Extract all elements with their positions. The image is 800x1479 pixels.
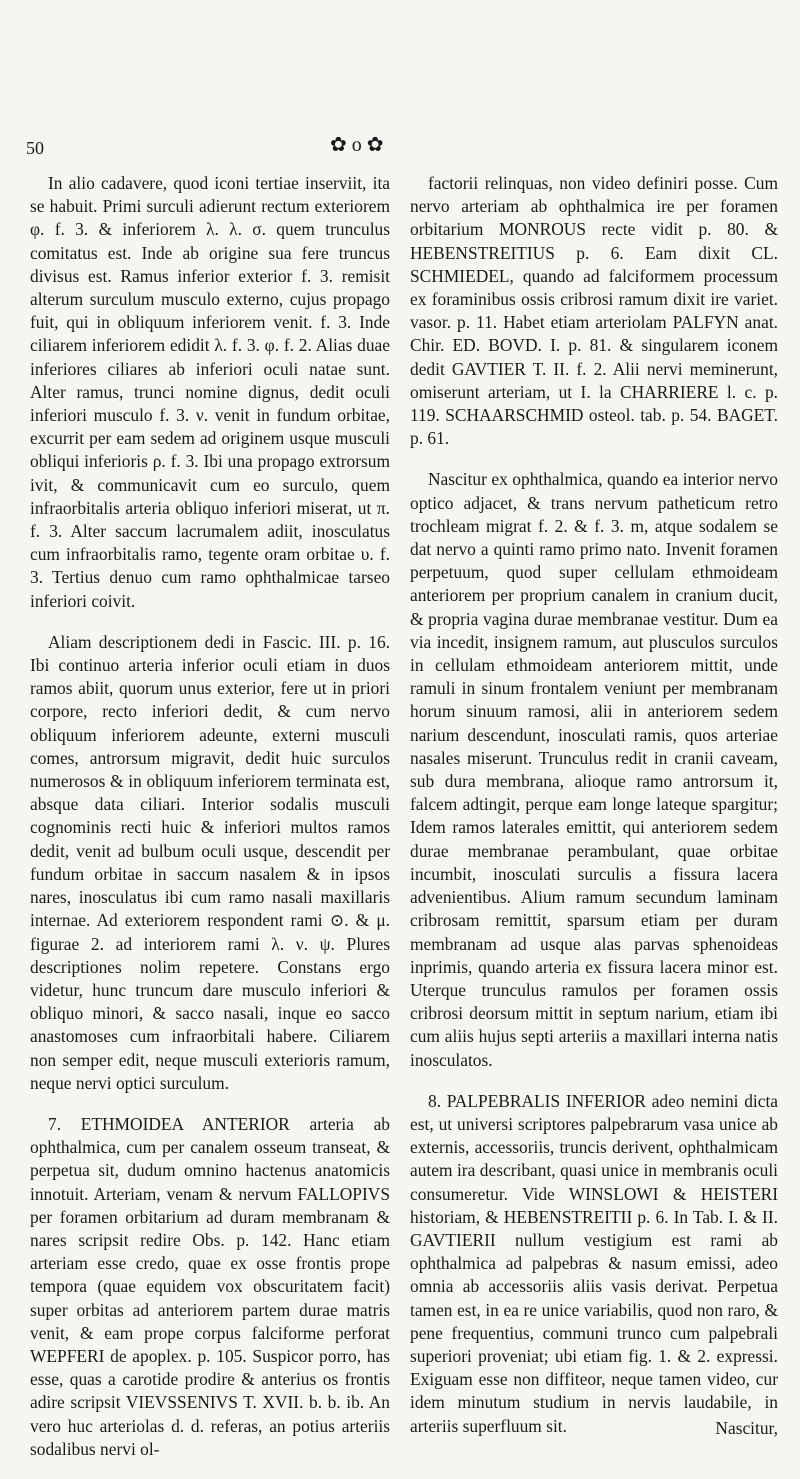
left-column xyxy=(30,172,390,1479)
left-paragraph-2: Aliam descriptionem dedi in Fascic. III. p. 16. Ibi continuo arteria inferior oculi etiam in duos ramos abiit, quorum unus exterior, fere ut in priori corpore, recto inferiori dedit, & cum nervo obliquum inferiorem adeunte, externi musculi comes, antrorsum migravit, dedit huic surculos numerosos & in obliquum inferiorem terminata est, absque data ciliari. Interior sodalis musculi cognominis recti huic & inferiori multos ramos dedit, venit ad bulbum oculi usque, descendit per fundum orbitae in saccum nasalem & in ipsos nares, inosculatus ibi cum ramo nasali maxillaris internae. Ad exteriorem respondent rami ⊙. & μ. figurae 2. ad interiorem rami λ. ν. ψ. Plures descriptiones nolim repetere. Constans ergo videtur, hunc truncum dare musculo inferiori & obliquo minori, & sacco nasali, inque eo sacco anastomoses cum infraorbitali habere. Ciliarem non semper edit, neque musculi exterioris ramum, neque nervi optici surculum. xyxy=(30,631,390,1093)
left-paragraph-3: 7. ETHMOIDEA ANTERIOR arteria ab ophthalmica, cum per canalem osseum transeat, & perpetua sit, dudum omnino hactenus anatomicis innotuit. Arteriam, venam & nervum FALLOPIVS per foramen orbitarium ad duram membranam & nares scripsit redire Obs. p. 142. Hanc etiam arteriam esse credo, quae ex osse frontis prope tempora (quae equidem vox obscuritatem facit) super orbitas ad anteriorem partem durae matris venit, & eam prope corpus falciforme perforat WEPFERI de apoplex. p. 105. Suspicor porro, has esse, quas a carotide prodire & anterius os frontis adire scripsit VIEVSSENIVS T. XVII. b. b. ib. An vero huc arteriolas d. d. referas, an potius arteriis sodalibus nervi ol- xyxy=(30,1113,390,1459)
ornament: ✿ o ✿ xyxy=(330,134,384,156)
header-ornament xyxy=(330,128,470,162)
catchword: Nascitur, xyxy=(715,1418,778,1438)
right-paragraph-1: factorii relinquas, non video definiri posse. Cum nervo arteriam ab ophthalmica ire per foramen orbitarium MONROUS recte vidit p. 80. & HEBENSTREITIUS p. 6. Eam dixit CL. SCHMIEDEL, quando ad falciformem processum ex foraminibus ossis cribrosi ramum dixit ire variet. vasor. p. 11. Habet etiam arteriolam PALFYN anat. Chir. ED. BOVD. I. p. 81. & singularem iconem dedit GAVTIER T. II. f. 2. Alii nervi meminerunt, omiserunt arteriam, ut I. la CHARRIERE l. c. p. 119. SCHAARSCHMID osteol. tab. p. 54. BAGET. p. 61. xyxy=(410,173,778,449)
right-paragraph-3: 8. PALPEBRALIS INFERIOR adeo nemini dicta est, ut universi scriptores palpebrarum vasa unice ab externis, accessoriis, truncis derivent, ophthalmicam autem ira describant, quasi unice in membranis oculi consumeretur. Vide WINSLOWI & HEISTERI historiam, & HEBENSTREITII p. 6. In Tab. I. & II. GAVTIERII nullum vestigium est rami ab ophthalmica ad palpebras & nasum emissi, adeo omnia ab accessoriis aliis vasis derivat. Perpetua tamen est, in ea re unice variabilis, quod non raro, & pene frequentius, communi trunco cum palpebrali superiori proveniat; ubi etiam fig. 1. & 2. expressi. Exiguam esse non diffiteor, neque tamen video, cur idem minutum studium in nervis laudabile, in arteriis superfluum sit. xyxy=(410,1090,778,1436)
left-paragraph-1: In alio cadavere, quod iconi tertiae inserviit, ita se habuit. Primi surculi adierunt rectum exteriorem φ. f. 3. & inferiorem λ. λ. σ. quem trunculus comitatus est. Inde ab origine sua fere truncus divisus est. Ramus inferior exterior f. 3. remisit alterum surculum musculo externo, cujus propago fuit, qui in obliquum inferiorem venit. f. 3. Inde ciliarem inferiorem edidit λ. f. 3. φ. f. 2. Alias duae inferiores ciliares ab inferiori oculi natae sunt. Alter ramus, trunci nomine dignus, dedit oculi inferiori musculo f. 3. ν. venit in fundum orbitae, excurrit per eam sedem ad originem usque musculi obliqui inferioris ρ. f. 3. Ibi una propago extrorsum ivit, & communicavit cum eo surculo, quem infraorbitalis arteria obliquo inferiori miserat, ut π. f. 3. Alter saccum lacrumalem adiit, inosculatus cum infraorbitalis ramo, tegente oram orbitae υ. f. 3. Tertius denuo cum ramo ophthalmicae tarseo inferiori coivit. xyxy=(30,173,390,611)
right-column xyxy=(410,172,778,1456)
page-number: 50 xyxy=(26,138,44,158)
right-paragraph-2: Nascitur ex ophthalmica, quando ea interior nervo optico adjacet, & trans nervum patheticum retro trochleam migrat f. 2. & f. 3. m, atque sodalem se dat nervo a quinti ramo primo nato. Invenit foramen perpetuum, quod super cellulam ethmoideam anteriorem per proprium canalem in cranium ducit, & propria vagina durae membranae vestitur. Dum ea via incedit, insignem ramum, aut plusculos surculos in cellulam ethmoideam anteriorem mittit, unde ramuli in sinum frontalem veniunt per membranam horum sinuum ramosi, alii in anteriorem sedem narium descendunt, inosculati ramis, quos arteriae nasales miserunt. Trunculus redit in cranii caveam, sub dura membrana, alioque ramo antrorsum it, falcem adtingit, perque eam longe lateque spargitur; Idem ramos laterales emittit, qui anteriorem sedem durae membranae perambulant, quae orbitae incumbit, inosculati surculis a fissura lacera advenientibus. Alium ramum secundum laminam cribrosam remittit, sparsum etiam per duram membranam ad usque alas parvas sphenoideas inprimis, quando arteria ex fissura lacera minor est. Uterque trunculus ramulos per foramen ossis cribrosi deorsum mittit in septum narium, etiam ibi cum aliis hujus septi arteriis a maxillari interna natis inosculatos. xyxy=(410,469,778,1070)
